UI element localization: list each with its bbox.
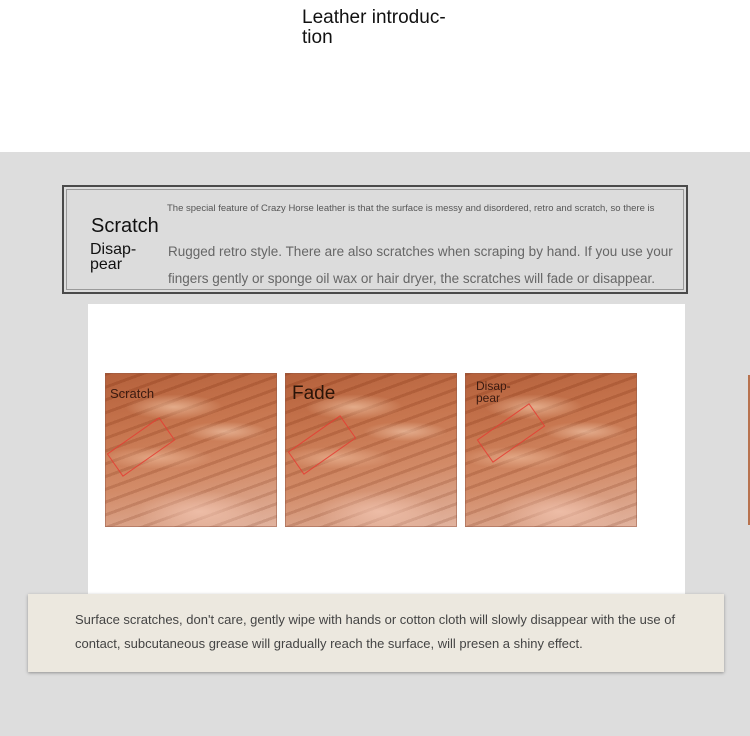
leather-image-disappear — [465, 373, 637, 527]
leather-image-scratch — [105, 373, 277, 527]
tile-label-fade: Fade — [292, 383, 336, 404]
tile-label-disappear: Disap- pear — [476, 379, 511, 405]
tile-border — [105, 373, 277, 527]
scratch-label: Scratch — [91, 215, 159, 237]
info-box — [62, 185, 688, 294]
disappear-label: Disap- pear — [90, 241, 137, 273]
intro-small-text: The special feature of Crazy Horse leather is that the surface is messy and disordered, retro and scratch, so there is — [167, 203, 655, 214]
tile-border — [465, 373, 637, 527]
leather-image-fade — [285, 373, 457, 527]
page-title: Leather introduc- tion — [302, 7, 446, 48]
tile-border — [285, 373, 457, 527]
bottom-note-text: Surface scratches, don't care, gently wipe with hands or cotton cloth will slowly disappear with the use of contact, subcutaneous grease will gradually reach the surface, will presen a shiny effect. — [75, 612, 676, 651]
tile-label-scratch: Scratch — [110, 386, 155, 401]
intro-main-text: Rugged retro style. There are also scratches when scraping by hand. If you use your fingers gently or sponge oil wax or hair dryer, the scratches will fade or disappear. — [168, 244, 673, 286]
bottom-note-box — [28, 594, 724, 672]
